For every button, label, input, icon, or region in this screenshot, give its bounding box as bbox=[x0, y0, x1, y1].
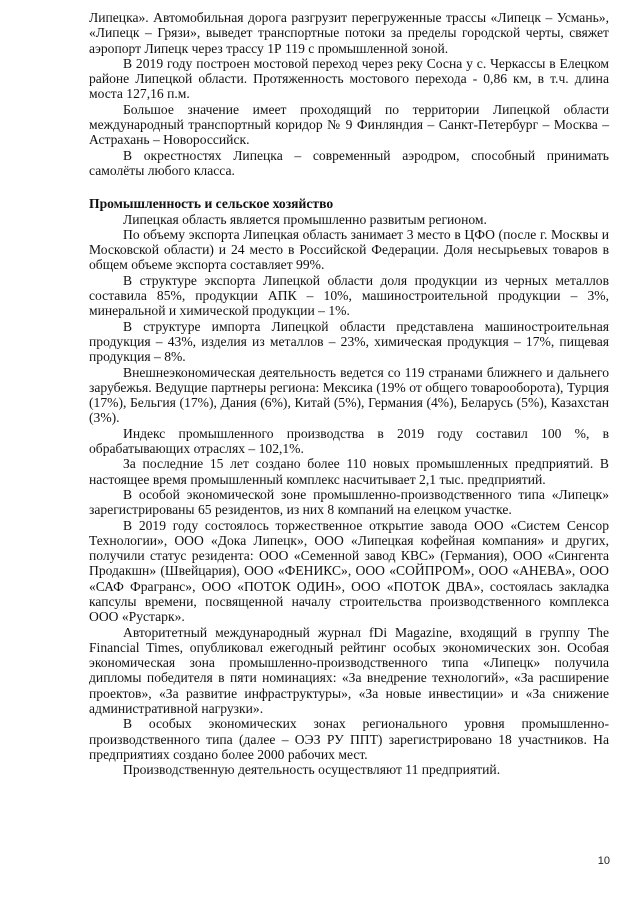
paragraph-highway: Липецка». Автомобильная дорога разгрузит перегруженные трассы «Липецк – Усмань», «Липецк – Грязи», выведет транспортные потоки за пределы городской черты, свяжет аэропорт Липецк через трассу 1Р 119 с промышленной зоной. bbox=[89, 10, 609, 56]
page-number: 10 bbox=[597, 855, 610, 867]
section-heading: Промышленность и сельское хозяйство bbox=[89, 196, 334, 212]
paragraph-new-enterprises: За последние 15 лет создано более 110 новых промышленных предприятий. В настоящее время промышленный комплекс насчитывает 2,1 тыс. предприятий. bbox=[89, 456, 609, 487]
paragraph-fdi-rating: Авторитетный международный журнал fDi Magazine, входящий в группу The Financial Times, опубликовал ежегодный рейтинг особых экономических зон. Особая экономическая зона промышленно-производственного типа «Липецк» получила дипломы победителя в пяти номинациях: «За внедрение технологий», «За расширение проектов», «За развитие инфраструктуры», «За новые инвестиции» и «За снижение административной нагрузки». bbox=[89, 624, 609, 717]
paragraph-import-structure: В структуре импорта Липецкой области представлена машиностроительная продукция – 43%, изделия из металлов – 23%, химическая продукция – 17%, пищевая продукция – 8%. bbox=[89, 318, 609, 365]
paragraph-bridge: В 2019 году построен мостовой переход через реку Сосна у с. Черкассы в Елецком районе Липецкой области. Протяженность мостового перехода - 0,86 км, в т.ч. длина моста 127,16 п.м. bbox=[89, 55, 609, 102]
paragraph-export-volume: По объему экспорта Липецкая область занимает 3 место в ЦФО (после г. Москвы и Московской области) и 24 место в Российской Федерации. Доля несырьевых товаров в общем объеме экспорта составляет 99%. bbox=[89, 226, 609, 273]
paragraph-production-index: Индекс промышленного производства в 2019 году составил 100 %, в обрабатывающих отраслях – 102,1%. bbox=[89, 425, 609, 457]
section-gap bbox=[89, 178, 609, 190]
paragraph-2019-openings: В 2019 году состоялось торжественное открытие завода ООО «Систем Сенсор Технологии», ООО «Дока Липецк», ООО «Липецкая кофейная компания» и других, получили статус резидента: ООО «Семенной завод КВС» (Германия), ООО «Сингента Продакшн» (Швейцария), ООО «ФЕНИКС», ООО «СОЙПРОМ», ООО «АНЕВА», ООО «САФ Фрагранс», ООО «ПОТОК ОДИН», ООО «ПОТОК ДВА», состоялась закладка капсулы времени, посвященной началу строительства производственного комплекса ООО «Рустарк». bbox=[89, 517, 609, 625]
paragraph-export-structure: В структуре экспорта Липецкой области доля продукции из черных металлов составила 85%, продукции АПК – 10%, машиностроительной продукции – 3%, минеральной и химической продукции – 1%. bbox=[89, 272, 609, 319]
paragraph-sez-residents: В особой экономической зоне промышленно-производственного типа «Липецк» зарегистрированы 65 резидентов, из них 8 компаний на елецком участке. bbox=[89, 486, 609, 518]
paragraph-regional-sez: В особых экономических зонах регионального уровня промышленно-производственного типа (далее – ОЭЗ РУ ППТ) зарегистрировано 18 участников. На предприятиях создано более 2000 рабочих мест. bbox=[89, 716, 609, 762]
paragraph-foreign-trade: Внешнеэкономическая деятельность ведется со 119 странами ближнего и дальнего зарубежья. Ведущие партнеры региона: Мексика (19% от общего товарооборота), Турция (17%), Бельгия (17%), Дания (6%), Китай (5%), Германия (4%), Беларусь (5%), Казахстан (3%). bbox=[89, 364, 609, 426]
paragraph-transport-corridor: Большое значение имеет проходящий по территории Липецкой области международный транспортный коридор № 9 Финляндия – Санкт-Петербург – Москва – Астрахань – Новороссийск. bbox=[89, 101, 609, 148]
paragraph-active-enterprises: Производственную деятельность осуществляют 11 предприятий. bbox=[123, 762, 501, 778]
paragraph-airfield: В окрестностях Липецка – современный аэродром, способный принимать самолёты любого класса. bbox=[89, 147, 609, 178]
document-page bbox=[89, 10, 609, 778]
paragraph-industrial-region: Липецкая область является промышленно развитым регионом. bbox=[123, 211, 487, 227]
